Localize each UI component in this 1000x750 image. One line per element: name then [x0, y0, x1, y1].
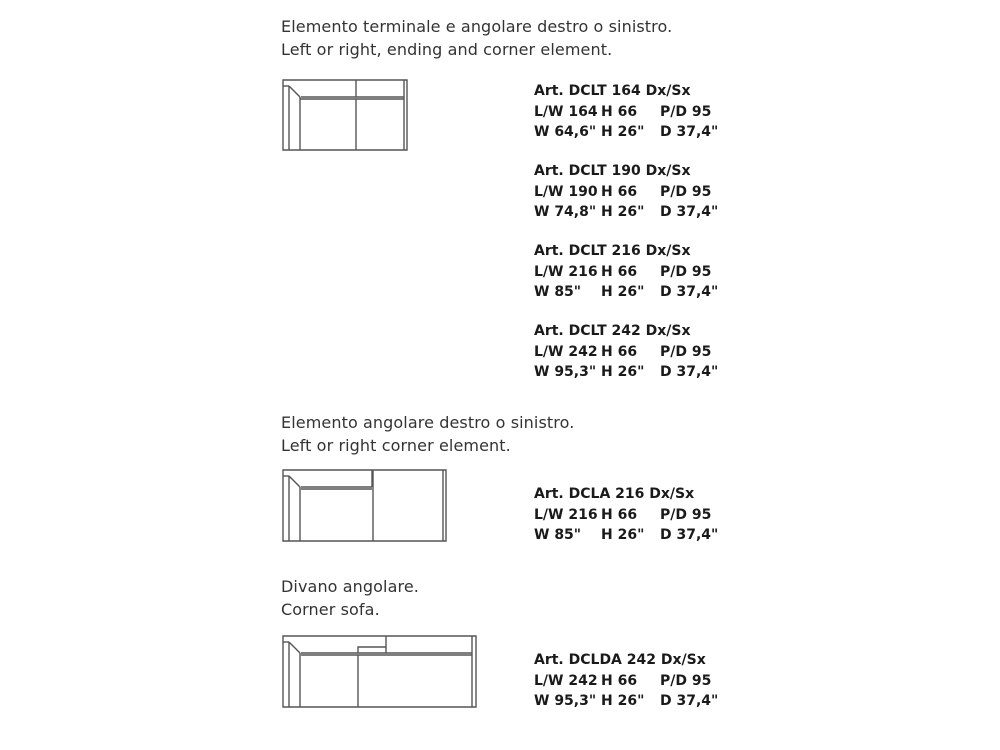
metric-row [534, 102, 712, 123]
spec-block-dclt-164 [534, 81, 719, 143]
depth-cm: P/D 95 [660, 263, 712, 280]
height-in: H 26" [601, 124, 645, 140]
width-in: W 85" [534, 284, 582, 300]
sofa-corner-element-icon [280, 468, 450, 546]
spec-block-dclt-242 [534, 321, 719, 383]
height-in: H 26" [601, 204, 645, 220]
caption-english: Corner sofa. [281, 600, 380, 619]
depth-in: D 37,4" [660, 364, 719, 380]
height-in: H 26" [601, 693, 645, 709]
imperial-row [534, 525, 719, 546]
height-cm: H 66 [601, 103, 638, 120]
article-code: Art. DCLDA 242 Dx/Sx [534, 652, 706, 668]
depth-in: D 37,4" [660, 204, 719, 220]
section-1-caption [281, 15, 672, 61]
metric-row [534, 505, 712, 526]
height-cm: H 66 [601, 672, 638, 689]
height-in: H 26" [601, 364, 645, 380]
article-code: Art. DCLT 164 Dx/Sx [534, 83, 691, 99]
height-cm: H 66 [601, 183, 638, 200]
width-in: W 74,8" [534, 204, 597, 220]
depth-in: D 37,4" [660, 527, 719, 543]
corner-sofa-icon [280, 634, 480, 712]
width-in: W 95,3" [534, 693, 597, 709]
width-in: W 85" [534, 527, 582, 543]
imperial-row [534, 282, 719, 303]
width-cm: L/W 190 [534, 183, 598, 200]
depth-in: D 37,4" [660, 284, 719, 300]
height-cm: H 66 [601, 263, 638, 280]
caption-italian: Elemento terminale e angolare destro o sinistro. [281, 17, 673, 36]
caption-english: Left or right, ending and corner element. [281, 40, 613, 59]
height-in: H 26" [601, 284, 645, 300]
caption-italian: Elemento angolare destro o sinistro. [281, 413, 575, 432]
width-cm: L/W 216 [534, 506, 598, 523]
spec-block-dcla-216 [534, 484, 719, 546]
depth-cm: P/D 95 [660, 343, 712, 360]
imperial-row [534, 691, 719, 712]
width-in: W 64,6" [534, 124, 597, 140]
width-cm: L/W 242 [534, 672, 598, 689]
metric-row [534, 182, 712, 203]
article-code: Art. DCLT 242 Dx/Sx [534, 323, 691, 339]
imperial-row [534, 122, 719, 143]
metric-row [534, 262, 712, 283]
spec-block-dclt-190 [534, 161, 719, 223]
spec-block-dclda-242 [534, 650, 719, 712]
caption-italian: Divano angolare. [281, 577, 419, 596]
article-code: Art. DCLA 216 Dx/Sx [534, 486, 695, 502]
height-in: H 26" [601, 527, 645, 543]
metric-row [534, 671, 712, 692]
width-cm: L/W 164 [534, 103, 598, 120]
article-code: Art. DCLT 216 Dx/Sx [534, 243, 691, 259]
metric-row [534, 342, 712, 363]
depth-in: D 37,4" [660, 124, 719, 140]
width-in: W 95,3" [534, 364, 597, 380]
imperial-row [534, 202, 719, 223]
depth-in: D 37,4" [660, 693, 719, 709]
depth-cm: P/D 95 [660, 183, 712, 200]
height-cm: H 66 [601, 343, 638, 360]
article-code: Art. DCLT 190 Dx/Sx [534, 163, 691, 179]
depth-cm: P/D 95 [660, 103, 712, 120]
depth-cm: P/D 95 [660, 506, 712, 523]
section-3-caption [281, 575, 419, 621]
section-2-caption [281, 411, 574, 457]
depth-cm: P/D 95 [660, 672, 712, 689]
sofa-corner-ending-element-icon [280, 78, 410, 156]
spec-block-dclt-216 [534, 241, 719, 303]
height-cm: H 66 [601, 506, 638, 523]
imperial-row [534, 362, 719, 383]
caption-english: Left or right corner element. [281, 436, 511, 455]
width-cm: L/W 216 [534, 263, 598, 280]
width-cm: L/W 242 [534, 343, 598, 360]
